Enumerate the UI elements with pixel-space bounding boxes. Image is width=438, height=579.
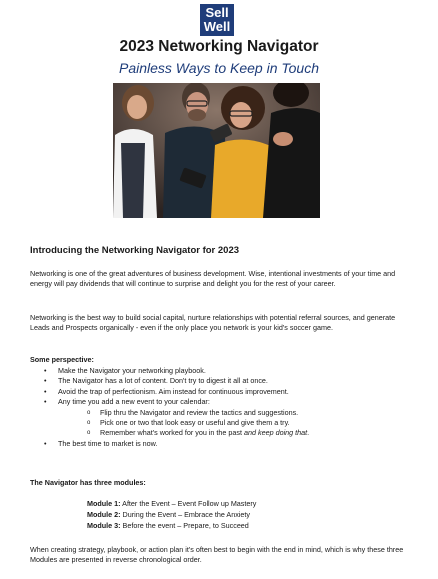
list-item: • The best time to market is now. (30, 439, 412, 449)
intro-heading: Introducing the Networking Navigator for 2023 (30, 245, 240, 256)
perspective-list (30, 366, 412, 449)
modules-heading: The Navigator has three modules: (30, 478, 146, 487)
list-item: • Avoid the trap of perfectionism. Aim instead for continuous improvement. (30, 387, 412, 397)
italic-emphasis: and keep doing that (244, 428, 308, 438)
page-subtitle: Painless Ways to Keep in Touch (118, 60, 319, 76)
networking-photo (113, 83, 320, 218)
module-line: Module 3: Before the event – Prepare, to Succeed (87, 521, 249, 530)
perspective-heading: Some perspective: (30, 355, 94, 364)
module-line: Module 2: During the Event – Embrace the Anxiety (87, 510, 250, 519)
list-item: • Any time you add a new event to your calendar: (30, 397, 412, 407)
sub-list-item: o Pick one or two that look easy or useful and give them a try. (30, 418, 412, 428)
list-item: • Make the Navigator your networking playbook. (30, 366, 412, 376)
sub-list-item: o Flip thru the Navigator and review the tactics and suggestions. (30, 408, 412, 418)
intro-paragraph-2: Networking is the best way to build social capital, nurture relationships with potential referral sources, and generate Leads and Prospects organically - even if the only place you network is your kid's soccer game. (30, 313, 396, 332)
intro-paragraph-1: Networking is one of the great adventures of business development. Wise, intentional investments of your time and energy will pay dividends that will continue to surprise and delight you for the rest of your career. (30, 269, 396, 288)
list-item: • The Navigator has a lot of content. Don't try to digest it all at once. (30, 376, 412, 386)
module-line: Module 1: After the Event – Event Follow up Mastery (87, 499, 257, 508)
closing-paragraph: When creating strategy, playbook, or action plan it's often best to begin with the end in mind, which is why these three Modules are presented in reverse chronological order. (30, 545, 404, 564)
page-title: 2023 Networking Navigator (119, 38, 319, 55)
sellwell-logo: Sell Well (200, 4, 234, 36)
sub-list-item: o Remember what's worked for you in the past and keep doing that. (30, 428, 412, 438)
